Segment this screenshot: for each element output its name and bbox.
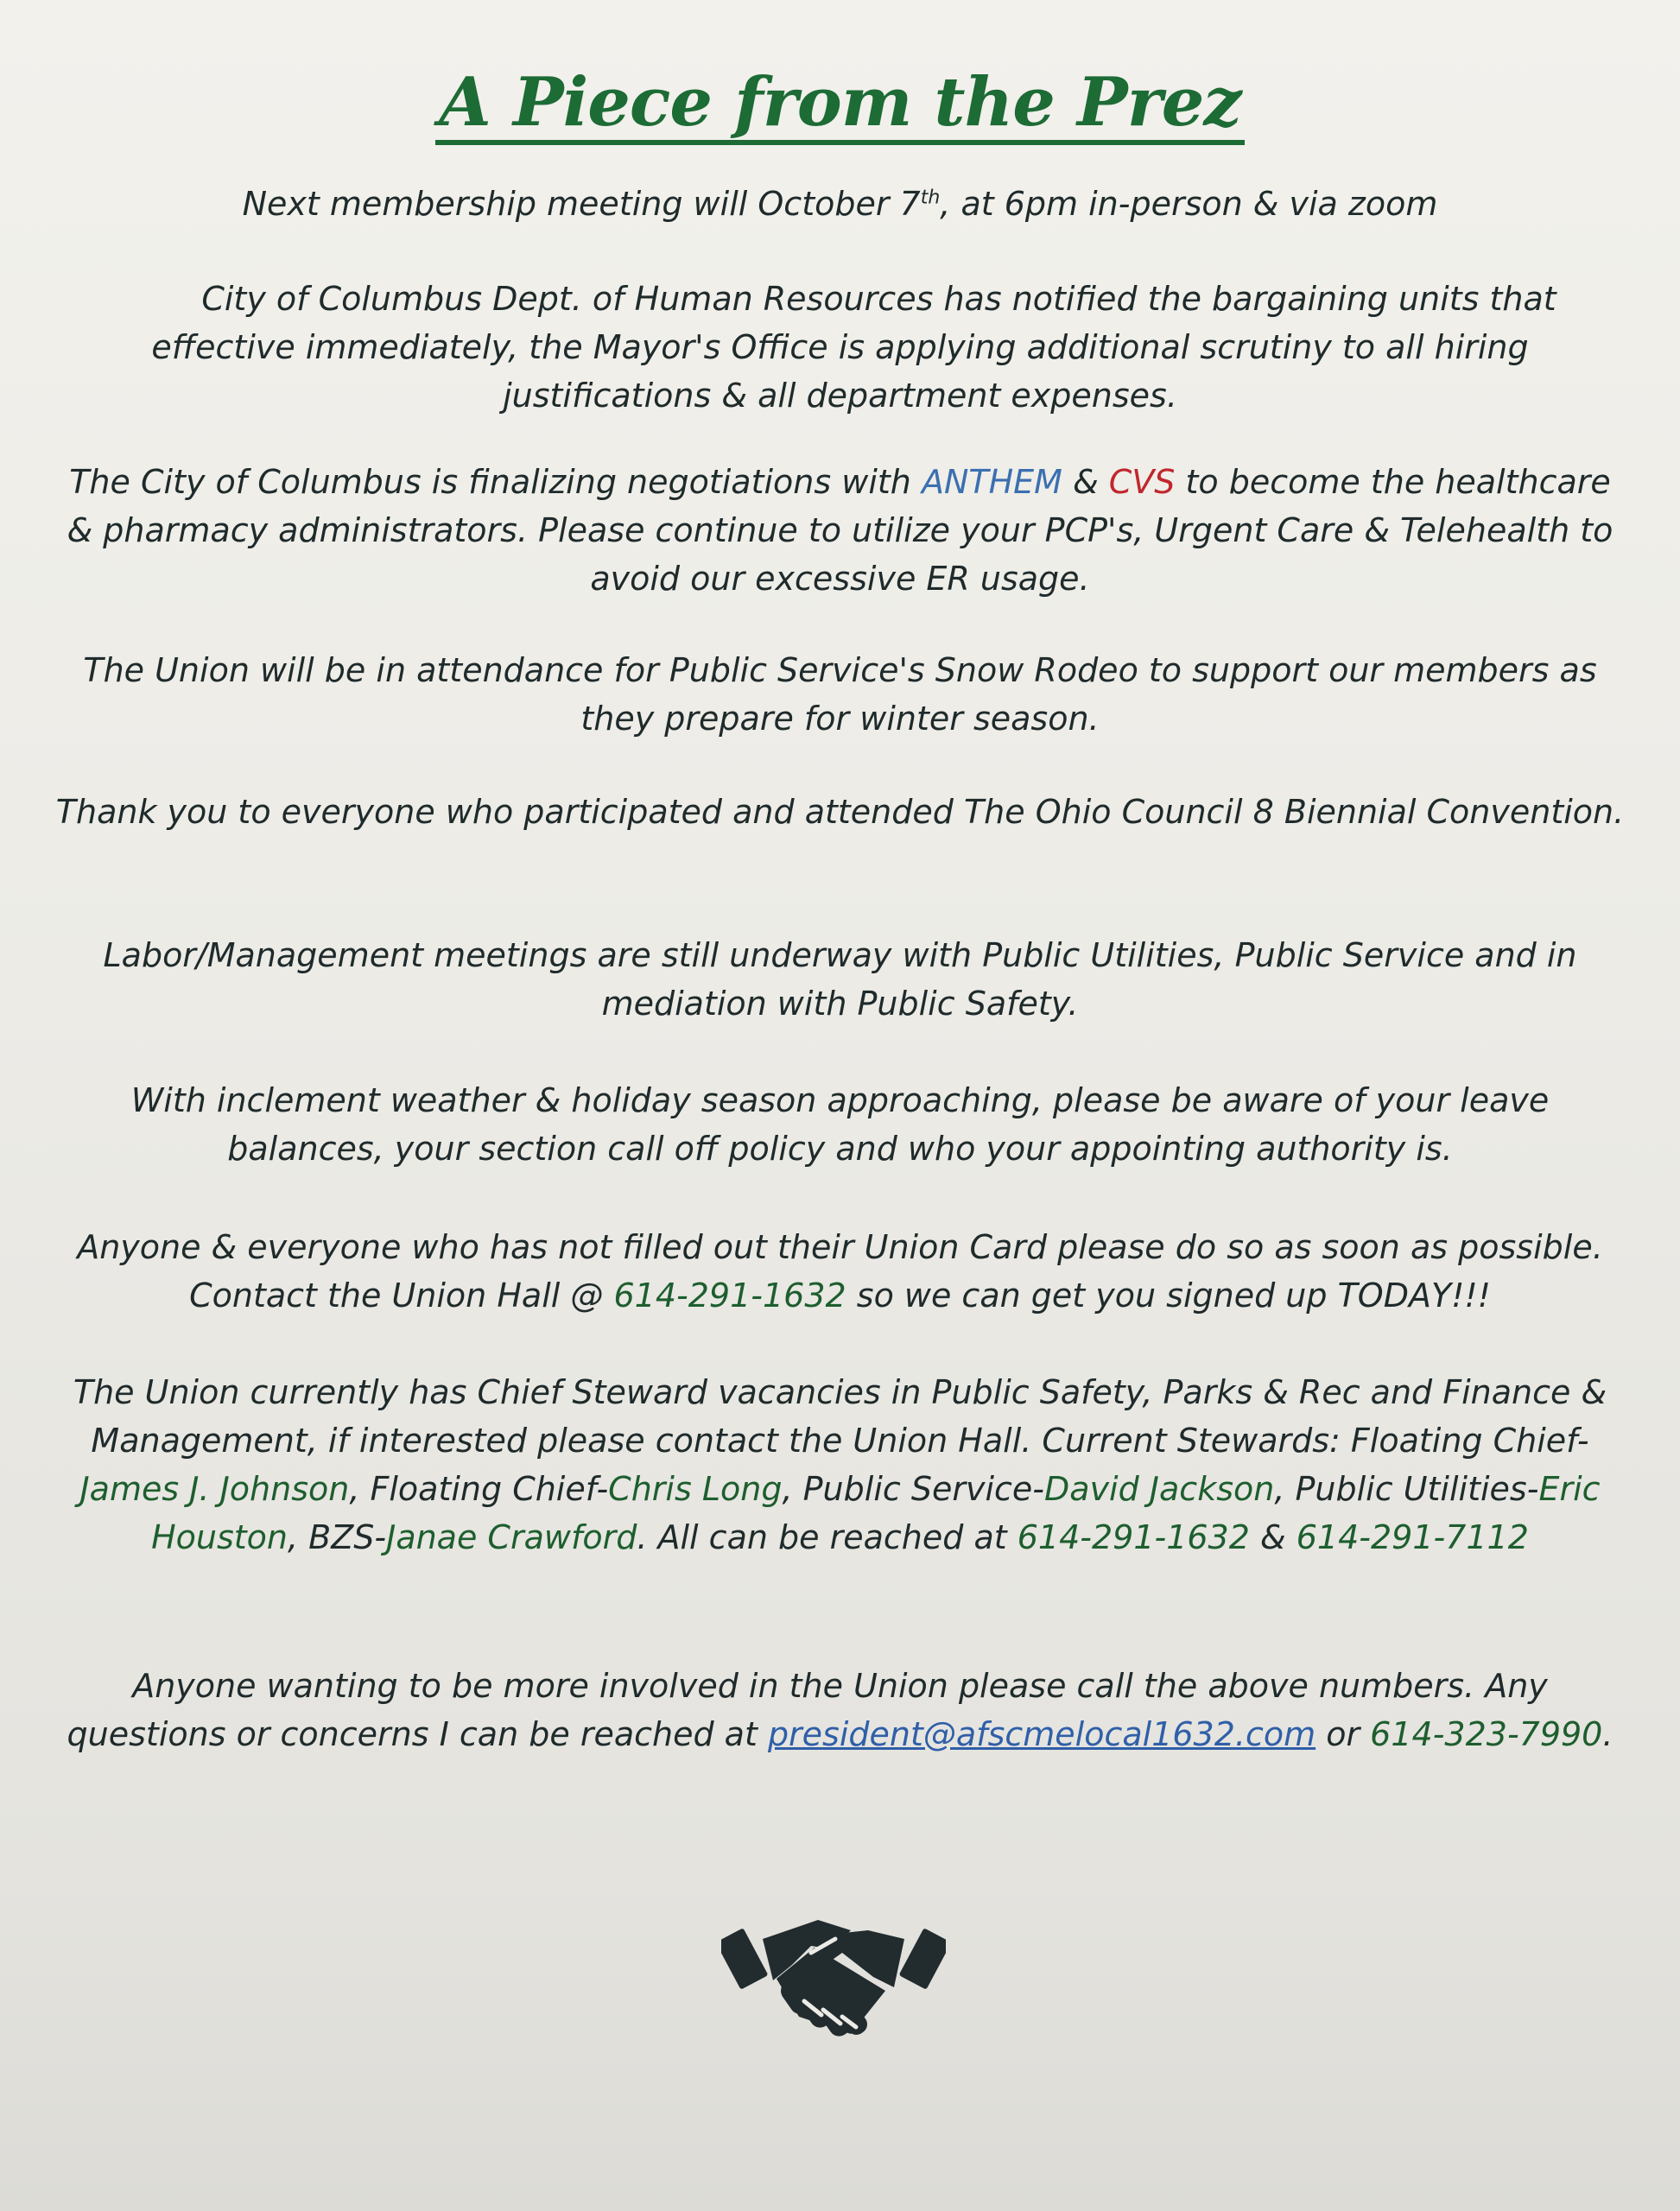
president-email-link[interactable]: president@afscmelocal1632.com <box>767 1715 1316 1753</box>
labor-management-paragraph <box>52 931 1628 1028</box>
steward-phone: 614-291-7112 <box>1296 1518 1529 1556</box>
weather-paragraph <box>52 1076 1628 1173</box>
snow-rodeo-text: The Union will be in attendance for Public Service's Snow Rodeo to support our members as they prepare for winter season. <box>83 651 1597 738</box>
anthem-label: ANTHEM <box>921 463 1062 501</box>
healthcare-text-2: to become the healthcare & pharmacy administrators. Please continue to utilize your PCP's, Urgent Care & Telehealth to avoid our excessive ER usage. <box>67 463 1613 598</box>
meeting-text-after: , at 6pm in-person & via zoom <box>940 185 1438 223</box>
hr-notice-text: City of Columbus Dept. of Human Resources has notified the bargaining units that effective immediately, the Mayor's Office is applying additional scrutiny to all hiring justifications & all department expenses. <box>151 280 1556 415</box>
closing-period: . <box>1602 1715 1613 1753</box>
healthcare-text: The City of Columbus is finalizing negotiations with <box>69 463 922 501</box>
stewards-reach-text: . All can be reached at <box>637 1518 1018 1556</box>
meeting-announcement <box>52 180 1628 228</box>
weather-text: With inclement weather & holiday season approaching, please be aware of your leave balances, your section call off policy and who your appointing authority is. <box>130 1081 1550 1168</box>
steward-role: , Floating Chief- <box>349 1470 609 1508</box>
steward-name: James J. Johnson <box>79 1470 350 1508</box>
stewards-intro: The Union currently has Chief Steward vacancies in Public Safety, Parks & Rec and Finance & Management, if interested please contact the Union Hall. Current Stewards: <box>73 1373 1607 1460</box>
steward-phone: 614-291-1632 <box>1017 1518 1250 1556</box>
union-card-paragraph <box>52 1223 1628 1320</box>
steward-role: , BZS- <box>288 1518 387 1556</box>
stewards-amp: & <box>1249 1518 1296 1556</box>
closing-or: or <box>1315 1715 1371 1753</box>
cvs-label: CVS <box>1108 463 1176 501</box>
snow-rodeo-paragraph <box>52 646 1628 743</box>
healthcare-amp: & <box>1062 463 1109 501</box>
steward-role: , Public Utilities- <box>1274 1470 1539 1508</box>
steward-name: David Jackson <box>1044 1470 1275 1508</box>
handshake-icon <box>721 1904 946 2047</box>
steward-name: Eric Houston <box>151 1470 1601 1556</box>
convention-text: Thank you to everyone who participated and attended The Ohio Council 8 Biennial Convention. <box>55 793 1625 831</box>
union-card-text: Anyone & everyone who has not filled out their Union Card please do so as soon as possible. Contact the Union Hall @ <box>77 1228 1603 1315</box>
union-hall-phone: 614-291-1632 <box>613 1277 846 1315</box>
meeting-superscript: th <box>920 187 941 209</box>
healthcare-paragraph <box>52 458 1628 603</box>
closing-text: Anyone wanting to be more involved in the Union please call the above numbers. Any questions or concerns I can be reached at <box>67 1667 1548 1753</box>
steward-name: Janae Crawford <box>386 1518 637 1556</box>
stewards-paragraph <box>52 1368 1628 1562</box>
steward-role: , Public Service- <box>782 1470 1045 1508</box>
hr-notice <box>52 275 1628 420</box>
page-title: A Piece from the Prez <box>435 67 1244 145</box>
union-card-text-2: so we can get you signed up TODAY!!! <box>846 1277 1491 1315</box>
title-block <box>0 63 1680 145</box>
meeting-text: Next membership meeting will October 7 <box>242 185 921 223</box>
closing-paragraph <box>52 1662 1628 1758</box>
convention-paragraph <box>52 788 1628 836</box>
steward-name: Chris Long <box>608 1470 783 1508</box>
president-phone: 614-323-7990 <box>1370 1715 1603 1753</box>
steward-role: Floating Chief- <box>1350 1422 1589 1460</box>
labor-management-text: Labor/Management meetings are still underway with Public Utilities, Public Service and in mediation with Public Safety. <box>103 936 1577 1023</box>
